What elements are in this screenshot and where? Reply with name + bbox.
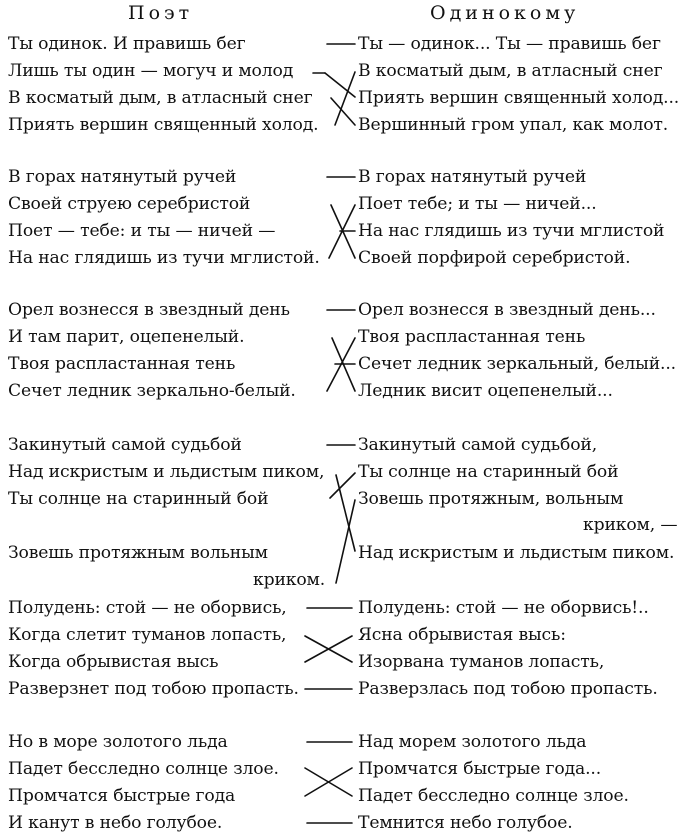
left-line-10: И там парит, оцепенелый. xyxy=(8,327,245,347)
connector-line xyxy=(336,475,355,551)
right-line-16: Над искристым и льдистым пиком. xyxy=(358,543,675,563)
left-line-12: Сечет ледник зеркально-белый. xyxy=(8,381,296,401)
left-line-1: Ты одинок. И правишь бег xyxy=(8,34,246,54)
left-line-24: И канут в небо голубое. xyxy=(8,813,223,833)
connector-line xyxy=(330,473,355,498)
right-line-10: Твоя распластанная тень xyxy=(358,327,586,347)
right-line-18: Ясна обрывистая высь: xyxy=(358,625,566,645)
left-column-header: Поэт xyxy=(128,2,194,24)
connector-line xyxy=(325,73,355,97)
right-line-12: Ледник висит оцепенелый... xyxy=(358,381,613,401)
left-line-14: Над искристым и льдистым пиком, xyxy=(8,462,325,482)
right-line-19: Изорвана туманов лопасть, xyxy=(358,652,605,672)
right-line-9: Орел вознесся в звездный день... xyxy=(358,300,656,320)
right-line-17: Полудень: стой — не оборвись!.. xyxy=(358,598,649,618)
right-line-14: Ты солнце на старинный бой xyxy=(358,462,619,482)
right-line-13: Закинутый самой судьбой, xyxy=(358,435,598,455)
left-line-11: Твоя распластанная тень xyxy=(8,354,236,374)
left-line-7: Поет — тебе: и ты — ничей — xyxy=(8,221,276,241)
left-line-6: Своей струею серебристой xyxy=(8,194,251,214)
connector-line xyxy=(305,636,352,662)
connector-line xyxy=(331,98,355,125)
right-line-21: Над морем золотого льда xyxy=(358,732,587,752)
left-line-16-continuation: криком. xyxy=(253,570,326,590)
right-line-5: В горах натянутый ручей xyxy=(358,167,587,187)
left-line-5: В горах натянутый ручей xyxy=(8,167,237,187)
right-line-7: На нас глядишь из тучи мглистой xyxy=(358,221,665,241)
left-line-4: Приять вершин священный холод. xyxy=(8,115,319,135)
connector-line xyxy=(329,205,355,258)
left-line-21: Но в море золотого льда xyxy=(8,732,228,752)
right-line-3: Приять вершин священный холод... xyxy=(358,88,680,108)
left-line-16: Зовешь протяжным вольным xyxy=(8,543,268,563)
right-column-header: Одинокому xyxy=(430,2,580,24)
connector-line xyxy=(335,72,355,125)
connector-line xyxy=(332,338,355,391)
left-line-18: Когда слетит туманов лопасть, xyxy=(8,625,287,645)
connector-line xyxy=(305,768,352,796)
left-line-17: Полудень: стой — не оборвись, xyxy=(8,598,287,618)
connector-line xyxy=(305,768,352,796)
left-line-3: В косматый дым, в атласный снег xyxy=(8,88,313,108)
right-line-15: Зовешь протяжным, вольным xyxy=(358,489,624,509)
connector-line xyxy=(327,338,355,391)
connector-line xyxy=(331,205,355,258)
right-line-4: Вершинный гром упал, как молот. xyxy=(358,115,669,135)
left-line-2: Лишь ты один — могуч и молод xyxy=(8,61,294,81)
right-line-24: Темнится небо голубое. xyxy=(358,813,573,833)
right-line-23: Падет бесследно солнце злое. xyxy=(358,786,629,806)
right-line-15-continuation: криком, — xyxy=(583,515,678,535)
left-line-20: Разверзнет под тобою пропасть. xyxy=(8,679,299,699)
right-line-2: В косматый дым, в атласный снег xyxy=(358,61,663,81)
left-line-23: Промчатся быстрые года xyxy=(8,786,236,806)
left-line-15: Ты солнце на старинный бой xyxy=(8,489,269,509)
right-line-22: Промчатся быстрые года... xyxy=(358,759,602,779)
right-line-20: Разверзлась под тобою пропасть. xyxy=(358,679,658,699)
connector-line xyxy=(336,500,355,583)
right-line-11: Сечет ледник зеркальный, белый... xyxy=(358,354,676,374)
left-line-8: На нас глядишь из тучи мглистой. xyxy=(8,248,320,268)
left-line-13: Закинутый самой судьбой xyxy=(8,435,242,455)
right-line-8: Своей порфирой серебристой. xyxy=(358,248,631,268)
right-line-6: Поет тебе; и ты — ничей... xyxy=(358,194,597,214)
left-line-9: Орел вознесся в звездный день xyxy=(8,300,290,320)
left-line-19: Когда обрывистая высь xyxy=(8,652,219,672)
left-line-22: Падет бесследно солнце злое. xyxy=(8,759,279,779)
right-line-1: Ты — одинок... Ты — правишь бег xyxy=(358,34,661,54)
connector-line xyxy=(305,636,352,662)
